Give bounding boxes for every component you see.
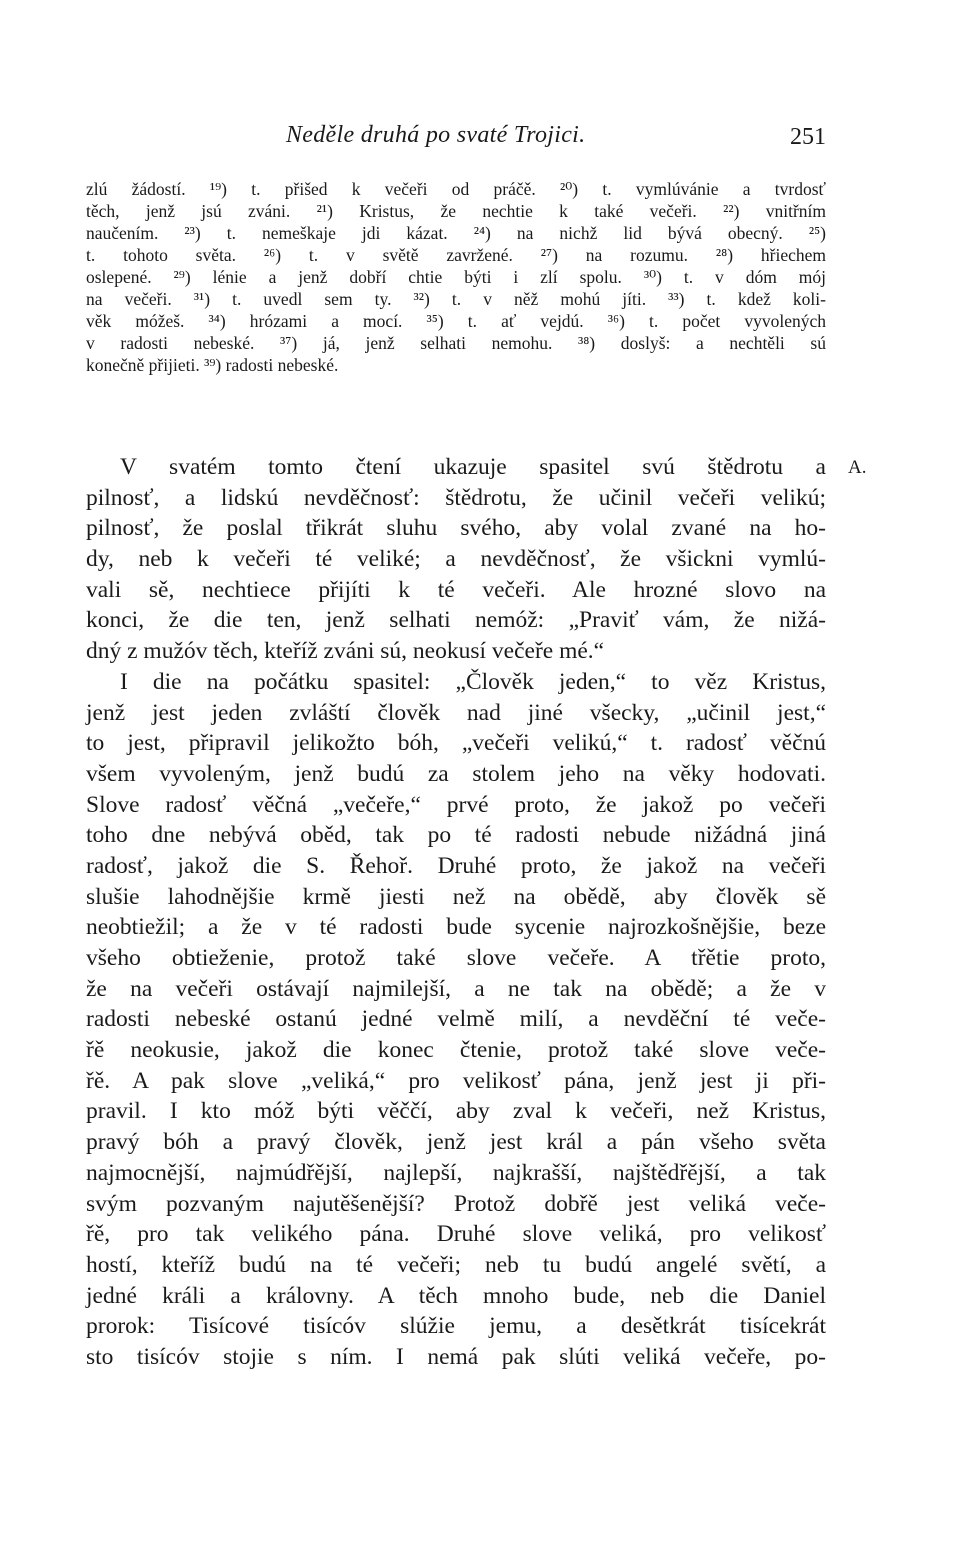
- body-line: že na večeři ostávají najmilejší, a ne tak na obědě; a že v: [86, 975, 826, 1002]
- body-line: vali sě, nechtiece přijíti k té večeři. Ale hrozné slovo na: [86, 576, 826, 603]
- body-line: konci, že die ten, jenž selhati nemóž: „Praviť vám, že nižá-: [86, 607, 826, 634]
- body-line: hostí, kteříž budú na té večeři; neb tu budú angelé světí, a: [86, 1251, 826, 1278]
- footnotes-block: [86, 178, 826, 376]
- footnote-line: zlú žádostí. ¹⁹) t. přišed k večeři od práčě. ²⁰) t. vymlúvánie a tvrdosť: [86, 179, 826, 199]
- footnote-line: t. tohoto světa. ²⁶) t. v světě zavržené. ²⁷) na rozumu. ²⁸) hřiechem: [86, 245, 826, 265]
- body-line: pilnosť, a lidskú nevděčnosť: štědrotu, že učinil večeři velikú;: [86, 484, 826, 511]
- body-line: pravý bóh a pravý člověk, jenž jest král a pán všeho světa: [86, 1129, 826, 1156]
- body-text: [86, 452, 826, 1373]
- body-line: slušie lahodnějšie krmě jiesti než na obědě, aby člověk sě: [86, 883, 826, 910]
- footnote-line: naučením. ²³) t. nemeškaje jdi kázat. ²⁴) na nichž lid bývá obecný. ²⁵): [86, 223, 826, 243]
- body-line: sto tisícóv stojie s ním. I nemá pak slúti veliká večeře, po-: [86, 1343, 826, 1370]
- body-line: řě. A pak slove „veliká,“ pro velikosť pána, jenž jest ji při-: [86, 1067, 826, 1094]
- body-line: pilnosť, že poslal třikrát sluhu svého, aby volal zvané na ho-: [86, 515, 826, 542]
- body-line: řě, pro tak velikého pána. Druhé slove veliká, pro velikosť: [86, 1221, 826, 1248]
- body-line: řě neokusie, jakož die konec čtenie, protož také slove veče-: [86, 1037, 826, 1064]
- margin-mark: A.: [848, 457, 867, 478]
- body-line: všeho obtieženie, protož také slove večeře. A třětie proto,: [86, 945, 826, 971]
- footnote-line: těch, jenž jsú zváni. ²¹) Kristus, že nechtie k také večeři. ²²) vnitřním: [86, 201, 826, 221]
- body-line: radosti nebeské ostanú jedné velmě milí, a nevděční té veče-: [86, 1006, 826, 1033]
- body-line: svým pozvaným najutěšenější? Protož dobřě jest veliká veče-: [86, 1190, 826, 1217]
- body-line: dy, neb k večeři té veliké; a nevděčnosť, že všickni vymlú-: [86, 546, 826, 573]
- page-number: 251: [790, 124, 826, 150]
- footnote-line: v radosti nebeské. ³⁷) já, jenž selhati nemohu. ³⁸) doslyš: a nechtěli sú: [86, 333, 826, 353]
- body-line: prorok: Tisícové tisícóv slúžie jemu, a desětkrát tisícekrát: [86, 1313, 826, 1340]
- footnote-line: konečně přijieti. ³⁹) radosti nebeské.: [86, 355, 339, 375]
- body-line: dný z mužóv těch, kteříž zváni sú, neokusí večeře mé.“: [86, 638, 605, 665]
- running-title: Neděle druhá po svaté Trojici.: [286, 122, 586, 148]
- body-line: všem vyvoleným, jenž budú za stolem jeho na věky hodovati.: [86, 760, 826, 787]
- body-line: to jest, připravil jelikožto bóh, „večeři velikú,“ t. radosť věčnú: [86, 730, 826, 757]
- body-line: neobtiežil; a že v té radosti bude sycenie najrozkošnějšie, beze: [86, 914, 826, 941]
- body-line: toho dne nebývá oběd, tak po té radosti nebude nižádná jiná: [86, 822, 826, 849]
- body-line: V svatém tomto čtení ukazuje spasitel svú štědrotu a: [120, 454, 826, 480]
- body-line: jenž jest jeden zvláští člověk nad jiné všecky, „učinil jest,“: [86, 699, 826, 726]
- footnote-line: věk móžeš. ³⁴) hrózami a mocí. ³⁵) t. ať vejdú. ³⁶) t. počet vyvolených: [86, 311, 826, 331]
- footnote-line: oslepené. ²⁹) lénie a jenž dobří chtie býti i zlí spolu. ³⁰) t. v dóm mój: [86, 267, 826, 287]
- footnote-line: na večeři. ³¹) t. uvedl sem ty. ³²) t. v něž mohú jíti. ³³) t. kdež koli-: [86, 289, 826, 309]
- body-line: I die na počátku spasitel: „Člověk jeden,“ to věz Kristus,: [120, 668, 826, 695]
- running-header: [86, 120, 826, 160]
- body-line: radosť, jakož die S. Řehoř. Druhé proto, že jakož na večeři: [86, 852, 826, 879]
- body-line: jedné králi a královny. A těch mnoho bude, neb die Daniel: [86, 1282, 826, 1309]
- body-line: Slove radosť věčná „večeře,“ prvé proto, že jakož po večeři: [86, 791, 826, 818]
- body-line: najmocnější, najmúdřější, najlepší, najkrašší, najštědřější, a tak: [86, 1159, 826, 1186]
- body-line: pravil. I kto móž býti věččí, aby zval k večeři, než Kristus,: [86, 1098, 826, 1125]
